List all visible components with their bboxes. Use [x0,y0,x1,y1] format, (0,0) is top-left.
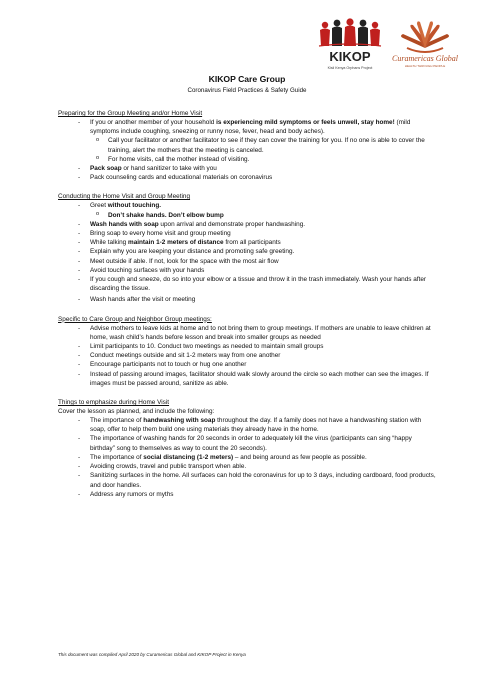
list-item: - Meet outside if able. If not, look for the space with the most air flow [78,257,436,266]
sub-bullet-list [58,211,436,220]
list-item: - The importance of washing hands for 20 seconds in order to adequately kill the virus (participants can sing “happy birthday” song to themselves as way to count the 20 seconds). [78,434,436,452]
list-item: - Limit participants to 10. Conduct two meetings as needed to maintain small groups [78,342,436,351]
list-item: - Encourage participants not to touch or hug one another [78,360,436,369]
list-item: - If you cough and sneeze, do so into your elbow or a tissue and throw it in the trash immediately. Wash your hands after discarding the tissue. [78,275,436,293]
item-bold-text: handwashing with soap [143,417,216,425]
curamericas-wordmark: Curamericas Global [392,54,458,63]
curamericas-hands-icon [401,21,449,52]
kikop-wordmark: KIKOP [329,49,371,64]
logo-area [315,16,465,74]
list-item: - Bring soap to every home visit and group meeting [78,229,436,238]
list-item: - Avoiding crowds, travel and public transport when able. [78,462,436,471]
list-item [78,201,436,210]
section-care-group [58,315,436,388]
list-item [78,416,436,434]
bullet-list [58,416,436,499]
item-text: The importance of [90,417,144,425]
list-item [78,453,436,462]
section-heading: Conducting the Home Visit and Group Meeting [58,193,191,201]
bullet-list [58,220,436,305]
kikop-figures-icon [319,18,381,46]
footer-note: This document was compiled April 2020 by Curamericas Global and KIKOP Project in Kenya [58,652,246,657]
kikop-tagline: Kisii Kenya Orphans Project [327,66,373,70]
list-item: - Advise mothers to leave kids at home and to not bring them to group meetings. If mothers are unable to leave children at home, wash child’s hands before lesson and break into smaller groups as needed [78,324,436,342]
item-text: The importance of [90,453,144,461]
item-bold-text: is experiencing mild symptoms or feels unwell, stay home! [216,119,395,126]
bullet-list [58,324,436,388]
sub-list-item: o For home visits, call the mother instead of visiting. [96,155,436,164]
list-item: - Wash hands after the visit or meeting [78,295,436,304]
list-item: - Instead of passing around images, facilitator should walk slowly around the circle so each mother can see the images. If images must be passed around, sanitize as able. [78,370,436,388]
sub-bullet-list [58,136,436,164]
list-item [78,118,436,136]
bullet-list [58,201,436,210]
item-bold-text: maintain 1-2 meters of distance [128,239,224,247]
item-text: from all participants [223,239,281,247]
section-heading: Things to emphasize during Home Visit [58,399,170,407]
bullet-list [58,118,436,136]
sub-list-item [96,211,436,220]
list-item [78,238,436,247]
kikop-logo [315,16,385,72]
page-subtitle: Coronavirus Field Practices & Safety Guide [187,87,307,94]
curamericas-tagline: HEALTH THROUGH PEOPLE [404,64,446,68]
item-text: While talking [90,239,129,247]
list-item: - Explain why you are keeping your distance and promoting safe greeting. [78,247,436,256]
list-item [78,164,436,173]
section-heading: Specific to Care Group and Neighbor Group meetings: [58,315,212,323]
curamericas-logo [383,18,467,70]
list-item: - Sanitizing surfaces in the home. All surfaces can hold the coronavirus for up to 3 days, including cardboard, food products, and door handles. [78,471,436,489]
item-text: throughout the day. If a family does not have a handwashing station with soap, offer to help them build one using materials they already have in the home. [90,417,422,434]
section-things-to-emphasize [58,398,436,499]
list-item: - Conduct meetings outside and sit 1-2 meters way from one another [78,351,436,360]
item-bold-text: without touching. [107,202,162,210]
item-text: Greet [90,202,108,210]
item-bold-text: Pack soap [90,165,122,173]
sub-list-item: o Call your facilitator or another facilitator to see if they can cover the training for you. If no one is able to cover the training, alert the mothers that the meeting is canceled. [96,136,436,154]
item-bold-text: social distancing (1-2 meters) [143,453,234,461]
list-item: - Pack counseling cards and educational materials on coronavirus [78,173,436,182]
page-title: KIKOP Care Group [208,74,286,84]
bullet-list [58,164,436,182]
list-item: - Avoid touching surfaces with your hands [78,266,436,275]
section-heading: Preparing for the Group Meeting and/or Home Visit [58,110,203,117]
list-item [78,220,436,229]
item-text: If you or another member of your household [90,119,217,126]
document-body [58,74,436,499]
item-text: – and being around as few people as possible. [233,453,367,461]
item-bold-text: Wash hands with soap [90,220,159,228]
section-preparing [58,109,436,182]
list-item: - Address any rumors or myths [78,490,436,499]
section-intro: Cover the lesson as planned, and include the following: [58,408,215,416]
item-text: (mild symptoms include coughing, sneezing or runny nose, fever, head and body aches). [90,119,411,136]
item-bold-text: Don’t shake hands. Don’t elbow bump [108,211,224,219]
item-text: upon arrival and demonstrate proper handwashing. [158,220,306,228]
section-conducting [58,192,436,304]
item-text: or hand sanitizer to take with you [121,165,217,173]
